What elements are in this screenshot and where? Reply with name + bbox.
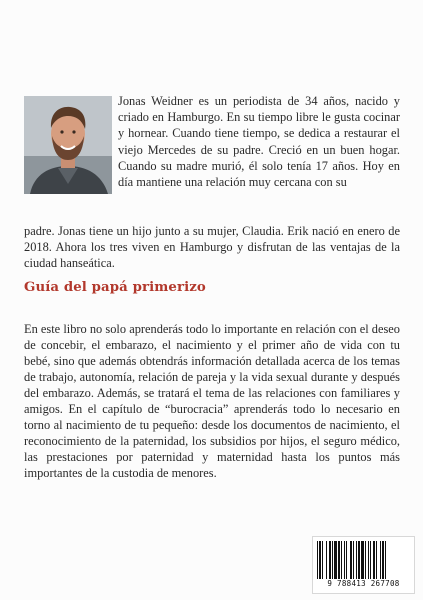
barcode-bar — [319, 541, 321, 579]
barcode-bar — [346, 541, 347, 579]
barcode-bar — [338, 541, 340, 579]
barcode-bar — [334, 541, 337, 579]
barcode-bar — [350, 541, 352, 579]
barcode-bar — [322, 541, 323, 579]
author-bio: Jonas Weidner es un periodista de 34 años, nacido y criado en Hamburgo. En su tiempo libre le gusta cocinar y hornear. Cuando tiene tiempo, se dedica a restaurar el viejo Mercedes de su padre. Creció en un buen hogar. Cuando su madre murió, él solo tenía 17 años. Hoy en día mantiene una relación muy cercana con su — [118, 94, 400, 190]
author-portrait-image — [24, 96, 112, 194]
barcode-bar — [356, 541, 357, 579]
barcode-bar — [365, 541, 366, 579]
barcode-bar — [361, 541, 364, 579]
isbn-barcode — [312, 536, 415, 594]
barcode-bar — [358, 541, 360, 579]
barcode-bar — [341, 541, 342, 579]
barcode-bar — [370, 541, 371, 579]
barcode-bar — [353, 541, 354, 579]
barcode-bar — [317, 541, 318, 579]
author-bio-continued: padre. Jonas tiene un hijo junto a su mujer, Claudia. Erik nació en enero de 2018. Ahora los tres viven en Hamburgo y disfrutan de las ventajas de la ciudad hanseática. — [24, 224, 400, 271]
barcode-bar — [385, 541, 386, 579]
barcode-bar — [326, 541, 327, 579]
author-photo — [24, 96, 112, 194]
barcode-bar — [344, 541, 345, 579]
barcode-bar — [373, 541, 375, 579]
book-synopsis: En este libro no solo aprenderás todo lo importante en relación con el deseo de concebir, el embarazo, el nacimiento y el primer año de vida con tu bebé, sino que además obtendrás información detallada acerca de los temas de trabajo, autonomía, relación de pareja y la vida sexual durante y después del embarazo. Además, se tratará el tema de las relaciones con familiares y amigos. En el capítulo de “burocracia” aprenderás todo lo necesario en torno al nacimiento de tu pequeño: desde los documentos de nacimiento, el reconocimiento de la paternidad, los subsidios por hijos, el seguro médico, las prestaciones por paternidad y maternidad hasta los puntos más importantes de la custodia de menores. — [24, 322, 400, 481]
book-title: Guía del papá primerizo — [24, 280, 206, 295]
barcode-bar — [380, 541, 381, 579]
barcode-bar — [376, 541, 377, 579]
barcode-bar — [332, 541, 333, 579]
barcode-bars — [316, 541, 411, 579]
barcode-bar — [368, 541, 369, 579]
barcode-bar — [329, 541, 331, 579]
barcode-bar — [382, 541, 384, 579]
isbn-number: 9 788413 267708 — [327, 579, 400, 588]
